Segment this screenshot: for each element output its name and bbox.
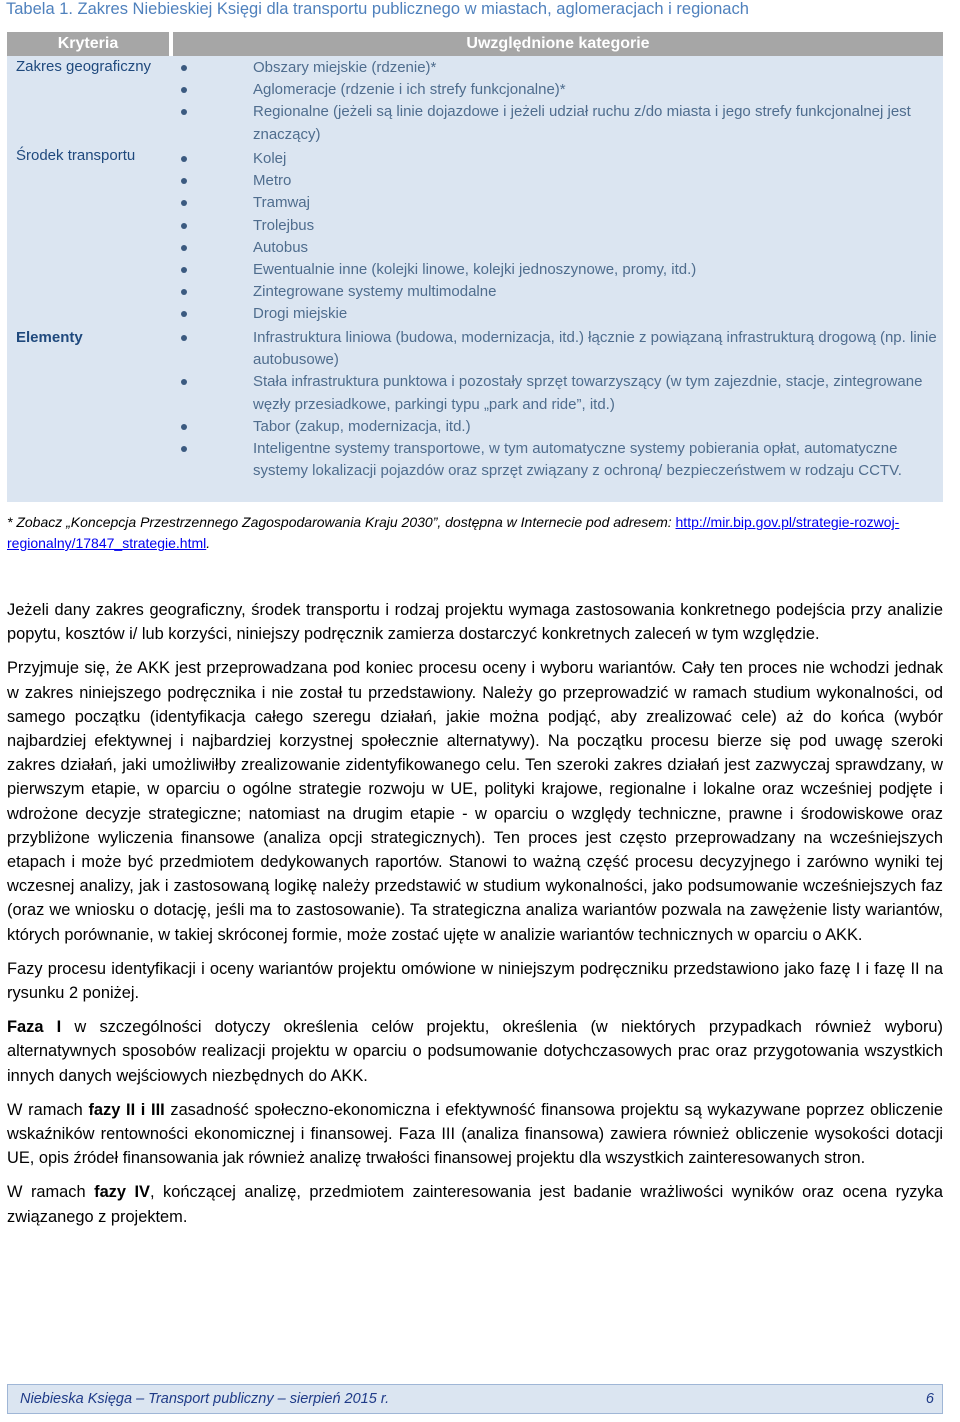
list-item: Tabor (zakup, modernizacja, itd.) bbox=[177, 416, 937, 438]
bullet-icon bbox=[181, 178, 187, 184]
paragraph: Faza I w szczególności dotyczy określenia celów projektu, określenia (w niektórych przypadkach również wyboru) alternatywnych sposobów realizacji projektu w oparciu o podsumowanie dotychczasowych prac oraz przygotowania wszystkich innych danych wejściowych niezbędnych do AKK. bbox=[7, 1018, 943, 1085]
bullet-icon bbox=[181, 156, 187, 162]
list-item: Obszary miejskie (rdzenie)* bbox=[177, 57, 937, 79]
row-label-transport: Środek transportu bbox=[16, 147, 136, 164]
page-title: Tabela 1. Zakres Niebieskiej Księgi dla transportu publicznego w miastach, aglomeracjach i regionach bbox=[6, 0, 749, 18]
list-item: Kolej bbox=[177, 148, 937, 170]
list-item: Aglomeracje (rdzenie i ich strefy funkcjonalne)* bbox=[177, 79, 937, 101]
bullet-icon bbox=[181, 446, 187, 452]
header-categories: Uwzględnione kategorie bbox=[466, 35, 650, 52]
paragraph: Przyjmuje się, że AKK jest przeprowadzana pod koniec procesu oceny i wyboru wariantów. Cały ten proces nie wchodzi jednak w zakres niniejszego podręcznika i nie został tu przedstawiony. Należy go przeprowadzić w ramach studium wykonalności, od samego początku (identyfikacja całego szeregu działań, jakie można podjąć, aby zrealizować cele) aż do końca (wybór najbardziej efektywnej i najbardziej korzystnej społecznie alternatywy). Na początku procesu bierze się pod uwagę szeroki zakres działań, jaki umożliwiłby zrealizowanie zidentyfikowanego celu. Ten szeroki zakres działań jest zazwyczaj sprawdzany, w pierwszym etapie, w oparciu o ogólne strategie rozwoju w UE, polityki krajowe, regionalne i lokalne oraz wcześniej podjęte i wdrożone decyzje strategiczne; natomiast na drugim etapie - w oparciu o względy techniczne, prawne i środowiskowe oraz przybliżone wyliczenia finansowe (analiza opcji strategicznych). Ten proces jest często przeprowadzany na wcześniejszych etapach i może być przedmiotem dedykowanych raportów. Stanowi to ważną część procesu decyzyjnego i zarówno wyniki tej wczesnej analizy, jak i zastosowaną logikę należy przedstawić w studium wykonalności, jako podsumowanie wcześniejszych faz (oraz we wniosku o dotację, jeśli ma to zastosowanie). Ta strategiczna analiza wariantów pozwala na zawężenie listy wariantów, których porównanie, w takiej skróconej formie, może zostać ujęte w analizie wariantów technicznych w oparciu o AKK. bbox=[7, 659, 943, 944]
scope-table bbox=[7, 32, 943, 502]
bullet-icon bbox=[181, 87, 187, 93]
list-item: Trolejbus bbox=[177, 215, 937, 237]
bullet-icon bbox=[181, 335, 187, 341]
bullet-icon bbox=[181, 65, 187, 71]
row-label-geographic: Zakres geograficzny bbox=[16, 58, 152, 75]
list-item: Infrastruktura liniowa (budowa, modernizacja, itd.) łącznie z powiązaną infrastrukturą drogową (np. linie autobusowe) bbox=[177, 327, 937, 371]
list-item: Regionalne (jeżeli są linie dojazdowe i jeżeli udział ruchu z/do miasta i jego strefy funkcjonalnej jest znaczący) bbox=[177, 101, 937, 145]
header-criteria: Kryteria bbox=[57, 35, 119, 52]
paragraph: Jeżeli dany zakres geograficzny, środek transportu i rodzaj projektu wymaga zastosowania konkretnego podejścia przy analizie popytu, kosztów i/ lub korzyści, niniejszy podręcznik zamierza dostarczyć konkretnych zaleceń w tym względzie. bbox=[7, 601, 943, 644]
bullet-icon bbox=[181, 311, 187, 317]
footnote-text: * Zobacz „Koncepcja Przestrzennego Zagospodarowania Kraju 2030”, dostępna w Internecie pod adresem: bbox=[7, 514, 676, 530]
list-item: Zintegrowane systemy multimodalne bbox=[177, 281, 937, 303]
body-text bbox=[7, 598, 943, 1239]
row-items-geographic bbox=[177, 57, 937, 146]
paragraph: W ramach fazy II i III zasadność społeczno-ekonomiczna i efektywność finansowa projektu są wykazywane poprzez obliczenie wskaźników rentowności ekonomicznej i finansowej. Faza III (analiza finansowa) zawiera również obliczenie wysokości dotacji UE, opis źródeł finansowania jak również analizę trwałości finansowej projektu dla wszystkich zainteresowanych stron. bbox=[7, 1100, 943, 1168]
list-item: Metro bbox=[177, 170, 937, 192]
paragraph: Fazy procesu identyfikacji i oceny wariantów projektu omówione w niniejszym podręczniku przedstawiono jako fazę I i fazę II na rysunku 2 poniżej. bbox=[7, 959, 943, 1003]
list-item: Autobus bbox=[177, 237, 937, 259]
footnote-link[interactable]: http://mir.bip.gov.pl/strategie-rozwoj-regionalny/17847_strategie.html bbox=[7, 514, 900, 551]
bullet-icon bbox=[181, 223, 187, 229]
list-item: Drogi miejskie bbox=[177, 303, 937, 325]
bullet-icon bbox=[181, 267, 187, 273]
bullet-icon bbox=[181, 289, 187, 295]
bullet-icon bbox=[181, 109, 187, 115]
row-items-transport bbox=[177, 148, 937, 326]
bullet-icon bbox=[181, 245, 187, 251]
bullet-icon bbox=[181, 424, 187, 430]
bullet-icon bbox=[181, 379, 187, 385]
paragraph: W ramach fazy IV, kończącej analizę, przedmiotem zainteresowania jest badanie wrażliwości wyników oraz ocena ryzyka związanego z projektem. bbox=[7, 1183, 943, 1226]
list-item: Stała infrastruktura punktowa i pozostały sprzęt towarzyszący (w tym zajezdnie, stacje, zintegrowane węzły przesiadkowe, parkingi typu „park and ride”, itd.) bbox=[177, 371, 937, 415]
row-items-elements bbox=[177, 327, 937, 482]
list-item: Ewentualnie inne (kolejki linowe, kolejki jednoszynowe, promy, itd.) bbox=[177, 259, 937, 281]
page-number: 6 bbox=[925, 1391, 934, 1407]
bullet-icon bbox=[181, 200, 187, 206]
list-item: Inteligentne systemy transportowe, w tym automatyczne systemy pobierania opłat, automatyczne systemy lokalizacji pojazdów oraz sprzęt związany z ochroną/ bezpieczeństwem w rodzaju CCTV. bbox=[177, 438, 937, 482]
table-header bbox=[7, 32, 943, 56]
page-footer bbox=[7, 1384, 943, 1414]
row-label-elements: Elementy bbox=[16, 329, 83, 346]
footer-title: Niebieska Księga – Transport publiczny – sierpień 2015 r. bbox=[20, 1391, 390, 1407]
list-item: Tramwaj bbox=[177, 192, 937, 214]
footnote: * Zobacz „Koncepcja Przestrzennego Zagospodarowania Kraju 2030”, dostępna w Internecie pod adresem: http://mir.bip.gov.pl/strategie-rozwoj-regionalny/17847_strategie.html. bbox=[7, 514, 900, 551]
